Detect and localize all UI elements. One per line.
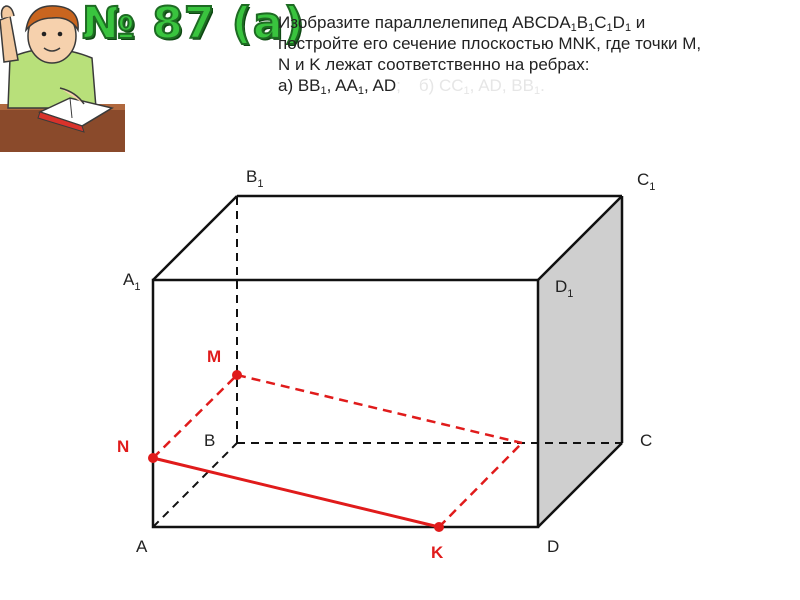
label-m: M bbox=[207, 347, 222, 366]
label-a: A bbox=[136, 537, 148, 556]
label-c: C bbox=[640, 431, 653, 450]
part-b: б) $CC_1$, AD, $BB_1$. bbox=[418, 76, 545, 97]
problem-statement bbox=[278, 12, 788, 96]
label-a1: $A_1$ bbox=[123, 270, 141, 293]
section-nk bbox=[153, 458, 439, 527]
point-n bbox=[148, 453, 158, 463]
label-d: D bbox=[547, 537, 560, 556]
section-m-bc bbox=[237, 375, 522, 443]
section-k-bc bbox=[439, 443, 522, 527]
problem-line-2: постройте его сечение плоскостью MNK, где точки M, bbox=[278, 34, 702, 53]
point-m bbox=[232, 370, 242, 380]
front-face bbox=[153, 280, 538, 527]
page-title: № 87 (а) bbox=[82, 0, 305, 49]
edge-ab-hidden bbox=[153, 443, 237, 527]
side-face-dd1c1c bbox=[538, 196, 622, 527]
part-a: а) $BB_1$, $AA_1$, AD; bbox=[278, 76, 401, 97]
problem-line-3: N и K лежат соответственно на ребрах: bbox=[278, 55, 590, 74]
label-n: N bbox=[117, 437, 130, 456]
problem-line-1: Изобразите параллелепипед $ABCDA_1B_1C_1D_1$ и bbox=[278, 13, 646, 34]
label-b1: $B_1$ bbox=[246, 167, 264, 190]
point-k bbox=[434, 522, 444, 532]
section-nm bbox=[153, 375, 237, 458]
label-d1: $D_1$ bbox=[555, 277, 574, 300]
label-k: K bbox=[431, 543, 444, 562]
parallelepiped-figure bbox=[0, 160, 800, 600]
label-b: B bbox=[204, 431, 216, 450]
problem-parts bbox=[278, 75, 788, 96]
label-c1: $C_1$ bbox=[637, 170, 656, 193]
edge-a1b1 bbox=[153, 196, 237, 280]
